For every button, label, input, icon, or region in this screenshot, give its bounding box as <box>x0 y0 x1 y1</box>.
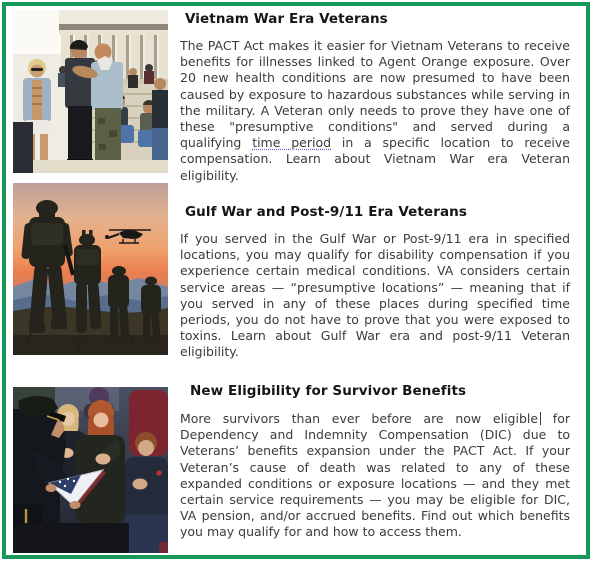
pavement <box>13 160 168 173</box>
vietnam-heading: Vietnam War Era Veterans <box>185 11 388 27</box>
section-survivor-content <box>180 383 570 541</box>
grammar-suggestion-text[interactable]: time period <box>252 135 332 151</box>
survivor-benefits-heading: New Eligibility for Survivor Benefits <box>190 383 467 399</box>
text-run: in a specific location to receive compensation. Learn about Vietnam War era Veteran eligibility. <box>180 135 570 183</box>
vietnam-memorial-veterans-photo[interactable] <box>13 10 168 173</box>
text-run: More survivors than ever before are now eligible <box>180 411 539 426</box>
funeral-photo-illustration <box>13 387 168 553</box>
text-run: The PACT Act makes it easier for Vietnam Veterans to receive benefits for illnesses linked to Agent Orange exposure. Over 20 new health conditions are now presumed to have been caused by exposure to hazardous substances while serving in the military. A Veteran only needs to prove they have one of these "presumptive conditions" and served during a qualifying <box>180 38 570 151</box>
survivor-benefits-paragraph <box>180 410 570 541</box>
gulf-war-photo-illustration <box>13 183 168 355</box>
vietnam-photo-illustration <box>13 10 168 173</box>
gulf-war-heading: Gulf War and Post-9/11 Era Veterans <box>185 204 468 220</box>
text-run: for Dependency and Indemnity Compensation (DIC) due to Veterans’ benefits expansion under the PACT Act. If your Veteran’s cause of death was related to any of these expanded conditions or exposure locations — and they met certain service requirements — you may be eligible for DIC, VA pension, and/or accrued benefits. Find out which benefits you may qualify for and how to access them. <box>180 411 570 540</box>
foreground-figure <box>13 122 33 173</box>
section-gulf-content <box>180 183 570 361</box>
section-vietnam-era <box>13 10 570 184</box>
section-gulf-war-era <box>13 183 570 361</box>
text-run: If you served in the Gulf War or Post-9/11 era in specified locations, you may qualify for disability compensation if you experience certain medical conditions. VA considers certain service areas — “presumptive locations” — meaning that if you served in any of these places during specified time periods, you do not have to prove that you were exposed to toxins. Learn about Gulf War era and post-9/11 Veteran eligibility. <box>180 231 570 360</box>
gulf-war-paragraph <box>180 231 570 361</box>
gulf-war-soldiers-sunset-photo[interactable] <box>13 183 168 355</box>
military-funeral-flag-presentation-photo[interactable] <box>13 387 168 553</box>
man-right <box>152 78 168 168</box>
vietnam-paragraph <box>180 38 570 184</box>
section-vietnam-content <box>180 10 570 184</box>
section-survivor-benefits <box>13 383 570 553</box>
text-cursor <box>540 412 541 425</box>
